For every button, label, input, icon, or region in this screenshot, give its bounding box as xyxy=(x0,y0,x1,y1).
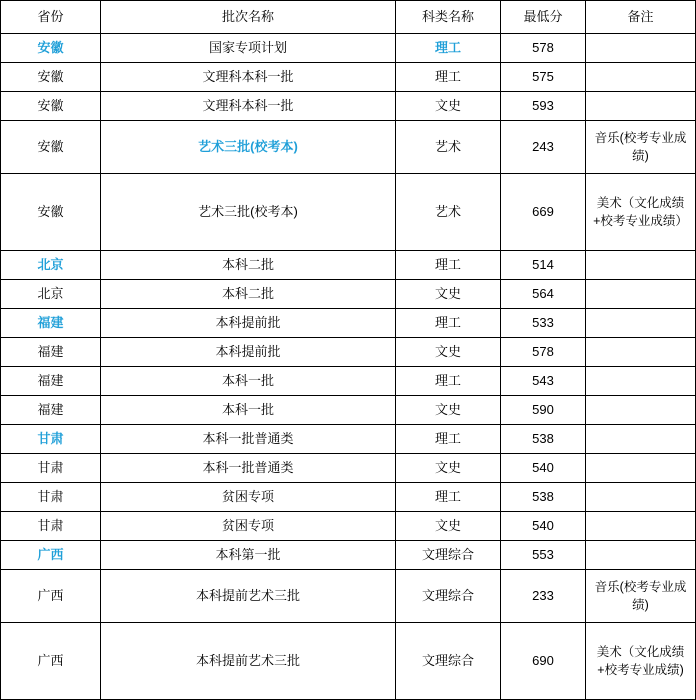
cell-batch: 艺术三批(校考本) xyxy=(101,174,396,251)
cell-note xyxy=(586,63,696,92)
cell-note xyxy=(586,280,696,309)
table-row xyxy=(1,92,696,121)
cell-province: 广西 xyxy=(1,541,101,570)
cell-note: 音乐(校考专业成绩) xyxy=(586,570,696,623)
cell-province: 甘肃 xyxy=(1,483,101,512)
table-row xyxy=(1,396,696,425)
table-row xyxy=(1,512,696,541)
table-row xyxy=(1,63,696,92)
cell-batch: 本科第一批 xyxy=(101,541,396,570)
cell-batch: 本科提前艺术三批 xyxy=(101,623,396,700)
table-row xyxy=(1,309,696,338)
cell-category: 理工 xyxy=(396,425,501,454)
cell-province: 安徽 xyxy=(1,121,101,174)
cell-province: 甘肃 xyxy=(1,425,101,454)
cell-category: 文史 xyxy=(396,280,501,309)
cell-category: 文理综合 xyxy=(396,570,501,623)
cell-score: 538 xyxy=(501,483,586,512)
table-row xyxy=(1,454,696,483)
cell-batch: 文理科本科一批 xyxy=(101,92,396,121)
cell-note xyxy=(586,483,696,512)
column-header-province: 省份 xyxy=(1,1,101,34)
cell-province: 广西 xyxy=(1,623,101,700)
column-header-note: 备注 xyxy=(586,1,696,34)
column-header-batch: 批次名称 xyxy=(101,1,396,34)
cell-province: 广西 xyxy=(1,570,101,623)
cell-score: 538 xyxy=(501,425,586,454)
cell-score: 590 xyxy=(501,396,586,425)
cell-category: 理工 xyxy=(396,483,501,512)
cell-category: 文理综合 xyxy=(396,623,501,700)
cell-note xyxy=(586,454,696,483)
cell-batch: 本科提前批 xyxy=(101,309,396,338)
cell-province: 安徽 xyxy=(1,174,101,251)
table-header xyxy=(1,1,696,34)
cell-category: 理工 xyxy=(396,63,501,92)
table-row xyxy=(1,34,696,63)
cell-batch: 国家专项计划 xyxy=(101,34,396,63)
cell-note xyxy=(586,367,696,396)
cell-note: 美术（文化成绩+校考专业成绩) xyxy=(586,623,696,700)
cell-province: 甘肃 xyxy=(1,512,101,541)
cell-province: 甘肃 xyxy=(1,454,101,483)
cell-province: 北京 xyxy=(1,280,101,309)
table-row xyxy=(1,425,696,454)
cell-note xyxy=(586,34,696,63)
cell-province: 北京 xyxy=(1,251,101,280)
cell-note xyxy=(586,92,696,121)
table-row xyxy=(1,541,696,570)
cell-score: 564 xyxy=(501,280,586,309)
cell-note xyxy=(586,338,696,367)
cell-category: 文史 xyxy=(396,454,501,483)
table-row xyxy=(1,623,696,700)
cell-batch: 本科提前艺术三批 xyxy=(101,570,396,623)
cell-note xyxy=(586,251,696,280)
cell-province: 福建 xyxy=(1,396,101,425)
cell-score: 669 xyxy=(501,174,586,251)
table-header-row xyxy=(1,1,696,34)
cell-province: 安徽 xyxy=(1,63,101,92)
cell-batch: 贫困专项 xyxy=(101,483,396,512)
cell-batch: 本科一批 xyxy=(101,396,396,425)
cell-province: 福建 xyxy=(1,309,101,338)
table-row xyxy=(1,483,696,512)
cell-category: 艺术 xyxy=(396,174,501,251)
table-row xyxy=(1,121,696,174)
cell-category: 艺术 xyxy=(396,121,501,174)
table-body xyxy=(1,34,696,700)
cell-score: 575 xyxy=(501,63,586,92)
cell-category: 理工 xyxy=(396,309,501,338)
cell-category: 文史 xyxy=(396,396,501,425)
cell-score: 578 xyxy=(501,338,586,367)
cell-note xyxy=(586,541,696,570)
cell-batch: 文理科本科一批 xyxy=(101,63,396,92)
cell-score: 553 xyxy=(501,541,586,570)
cell-score: 233 xyxy=(501,570,586,623)
cell-score: 690 xyxy=(501,623,586,700)
cell-score: 514 xyxy=(501,251,586,280)
cell-province: 福建 xyxy=(1,338,101,367)
table-row xyxy=(1,174,696,251)
cell-category: 文史 xyxy=(396,92,501,121)
cell-score: 533 xyxy=(501,309,586,338)
cell-batch: 艺术三批(校考本) xyxy=(101,121,396,174)
cell-score: 540 xyxy=(501,454,586,483)
cell-batch: 本科一批普通类 xyxy=(101,425,396,454)
cell-batch: 本科一批 xyxy=(101,367,396,396)
cell-batch: 本科二批 xyxy=(101,280,396,309)
table-row xyxy=(1,280,696,309)
cell-category: 理工 xyxy=(396,367,501,396)
table-row xyxy=(1,570,696,623)
cell-score: 543 xyxy=(501,367,586,396)
cell-category: 文史 xyxy=(396,512,501,541)
cell-note: 音乐(校考专业成绩) xyxy=(586,121,696,174)
cell-score: 243 xyxy=(501,121,586,174)
cell-note: 美术（文化成绩+校考专业成绩） xyxy=(586,174,696,251)
cell-category: 文史 xyxy=(396,338,501,367)
cell-batch: 本科一批普通类 xyxy=(101,454,396,483)
cell-score: 593 xyxy=(501,92,586,121)
column-header-category: 科类名称 xyxy=(396,1,501,34)
cell-note xyxy=(586,309,696,338)
cell-province: 安徽 xyxy=(1,92,101,121)
table-row xyxy=(1,367,696,396)
cell-note xyxy=(586,425,696,454)
cell-note xyxy=(586,396,696,425)
cell-score: 578 xyxy=(501,34,586,63)
cell-score: 540 xyxy=(501,512,586,541)
cell-batch: 贫困专项 xyxy=(101,512,396,541)
cell-province: 安徽 xyxy=(1,34,101,63)
cell-category: 文理综合 xyxy=(396,541,501,570)
cell-note xyxy=(586,512,696,541)
cell-province: 福建 xyxy=(1,367,101,396)
cell-category: 理工 xyxy=(396,34,501,63)
cell-batch: 本科提前批 xyxy=(101,338,396,367)
table-row xyxy=(1,251,696,280)
cell-category: 理工 xyxy=(396,251,501,280)
cell-batch: 本科二批 xyxy=(101,251,396,280)
table-row xyxy=(1,338,696,367)
column-header-score: 最低分 xyxy=(501,1,586,34)
